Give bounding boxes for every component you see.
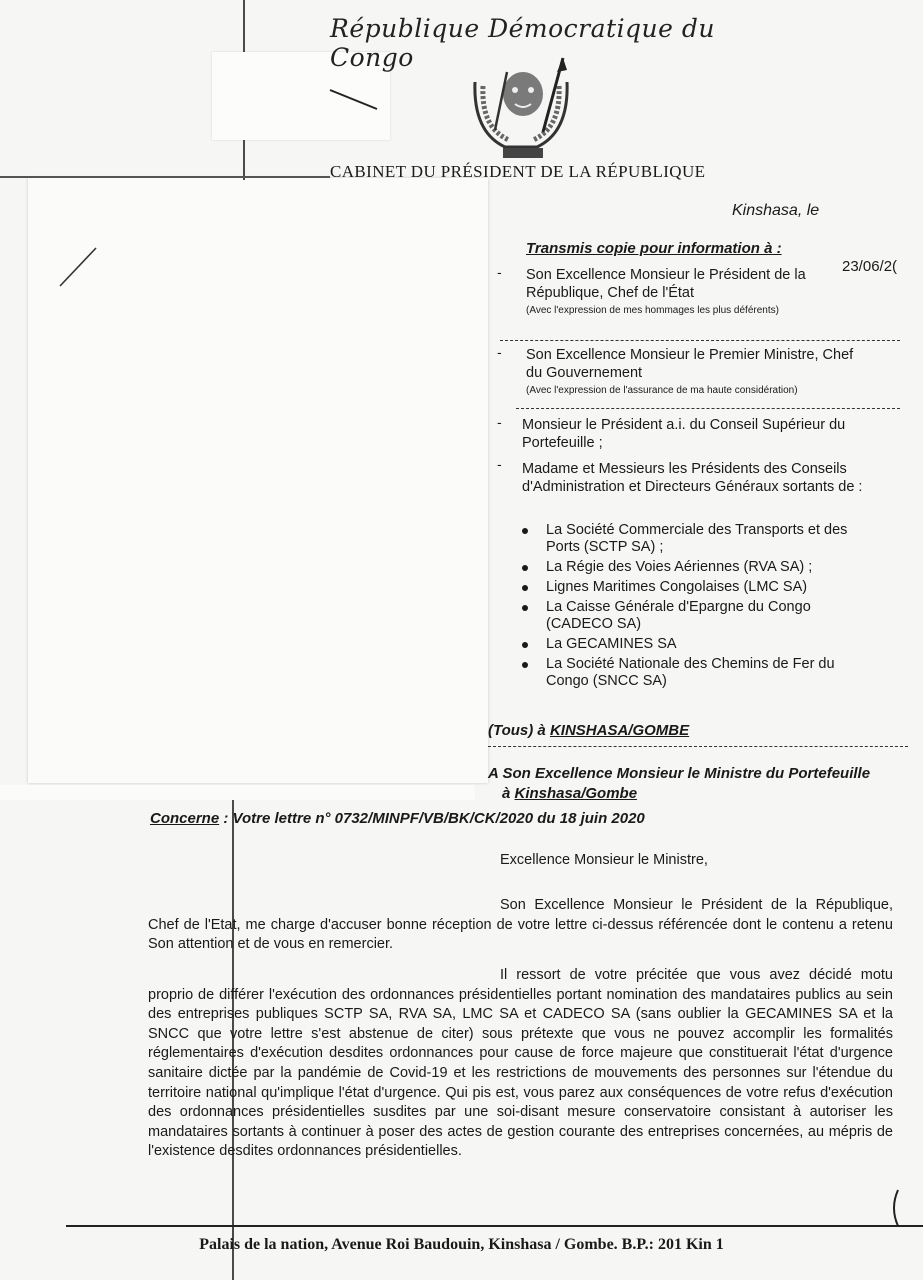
recipient-note: (Avec l'expression de mes hommages les plus déférents)	[526, 305, 779, 316]
pen-stroke-mark	[28, 178, 488, 783]
list-item: La GECAMINES SA	[520, 636, 865, 653]
place-line: Kinshasa, le	[732, 202, 820, 219]
recipient-prime-minister	[526, 346, 871, 398]
list-item: Lignes Maritimes Congolaises (LMC SA)	[520, 579, 865, 596]
subject-separator: :	[219, 810, 233, 827]
list-dash: -	[497, 414, 502, 430]
margin-bracket-mark	[888, 1188, 902, 1228]
list-dash: -	[497, 456, 502, 472]
fold-line	[243, 140, 245, 180]
subject-line	[150, 810, 645, 827]
recipient-text: Son Excellence Monsieur le Premier Ministre, Chef du Gouvernement	[526, 347, 854, 381]
fold-line	[243, 0, 245, 52]
list-item: La Régie des Voies Aériennes (RVA SA) ;	[520, 559, 865, 576]
addressee-block	[488, 764, 870, 804]
recipient-president	[526, 266, 871, 318]
tous-place: KINSHASA/GOMBE	[549, 722, 690, 739]
tous-prefix: (Tous) à	[488, 722, 550, 739]
addressee-place: Kinshasa/Gombe	[514, 785, 638, 802]
cabinet-heading: CABINET DU PRÉSIDENT DE LA RÉPUBLIQUE	[330, 162, 706, 181]
salutation: Excellence Monsieur le Ministre,	[500, 852, 708, 868]
overlay-blank-sheet	[28, 178, 488, 783]
subject-text: Votre lettre n° 0732/MINPF/VB/BK/CK/2020 du 18 juin 2020	[232, 810, 645, 827]
body-paragraph-2: Il ressort de votre précitée que vous avez décidé motu proprio de différer l'exécution des ordonnances présidentielles portant nomination des mandataires publics au sein des entreprises publiques SCTP SA, RVA SA, LMC SA et CADECO SA (sans oublier la GECAMINES SA et la SNCC que votre lettre s'est abstenue de citer) sous prétexte que vous ne pouvez accomplir les formalités réglementaires d'exécution desdites ordonnances pour cause de force majeure que constituerait l'état d'urgence sanitaire dictée par la pandémie de Covid-19 et les restrictions de mouvements des personnes sur l'étendue du territoire national qu'implique l'état d'urgence. Qui pis est, vous parez aux conséquences de votre refus d'exécution des ordonnances présidentielles susdites par une soi-disant mesure conservatoire consistant à autoriser les mandataires sortants à continuer à poser des actes de gestion courante des entreprises concernées, au mépris de l'existence desdites ordonnances présidentielles.	[148, 967, 893, 1160]
coat-of-arms-emblem	[465, 52, 577, 162]
company-list	[520, 522, 865, 693]
dashed-separator	[500, 340, 900, 341]
date-stamp: 23/06/2(	[842, 258, 898, 275]
subject-label: Concerne	[150, 810, 220, 827]
recipient-council-president: Monsieur le Président a.i. du Conseil Supérieur du Portefeuille ;	[522, 417, 846, 451]
list-item: La Caisse Générale d'Epargne du Congo (CADECO SA)	[520, 599, 865, 633]
addressee-line2	[488, 784, 870, 804]
list-dash: -	[497, 344, 502, 360]
recipient-board-presidents: Madame et Messieurs les Présidents des Conseils d'Administration et Directeurs Généraux sortants de :	[522, 461, 863, 495]
recipient-note: (Avec l'expression de l'assurance de ma haute considération)	[526, 385, 798, 396]
fold-line	[0, 176, 330, 178]
recipient-text: Son Excellence Monsieur le Président de la République, Chef de l'État	[526, 267, 806, 301]
footer-address: Palais de la nation, Avenue Roi Baudouin, Kinshasa / Gombe. B.P.: 201 Kin 1	[199, 1236, 724, 1253]
dashed-separator	[488, 746, 908, 747]
addressee-line1: A Son Excellence Monsieur le Ministre du Portefeuille	[488, 765, 871, 782]
footer-rule	[66, 1225, 923, 1227]
republic-heading: République Démocratique du Congo	[330, 14, 716, 72]
all-in-location	[488, 722, 689, 739]
body-paragraph-1: Son Excellence Monsieur le Président de la République, Chef de l'Etat, me charge d'accuser bonne réception de votre lettre ci-dessus référencée dont le contenu a retenu Son attention et de vous en remercier.	[148, 897, 893, 953]
list-item: La Société Commerciale des Transports et des Ports (SCTP SA) ;	[520, 522, 865, 556]
list-item: La Société Nationale des Chemins de Fer du Congo (SNCC SA)	[520, 656, 865, 690]
dashed-separator	[516, 408, 900, 409]
transmission-title: Transmis copie pour information à :	[526, 240, 782, 257]
addressee-prefix: à	[502, 785, 515, 802]
list-dash: -	[497, 264, 502, 280]
overlay-blank-strip	[0, 785, 475, 800]
